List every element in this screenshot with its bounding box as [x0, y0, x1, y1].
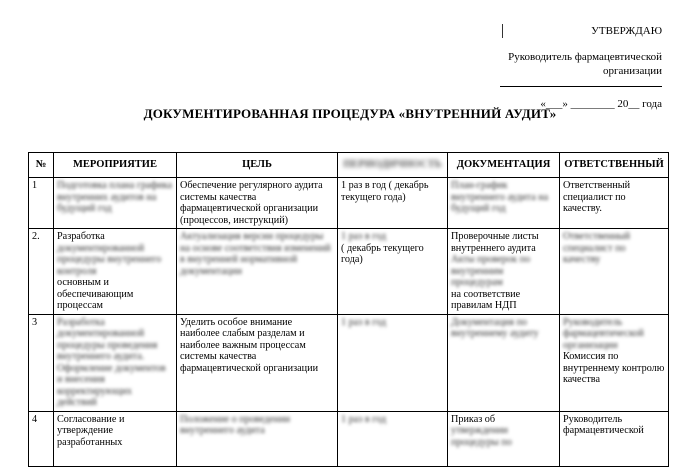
- row-docs: План-график внутреннего аудита на будущий год: [448, 178, 560, 229]
- row-event: Разработка документированной процедуры внутреннего контроля основным и обеспечивающим процессам: [54, 229, 177, 315]
- row-event: Согласование и утверждение разработанных: [54, 411, 177, 466]
- approve-label: УТВЕРЖДАЮ: [591, 25, 662, 37]
- header-docs: ДОКУМЕНТАЦИЯ: [448, 153, 560, 178]
- signature-line: [500, 86, 662, 87]
- row-num: 1: [29, 178, 54, 229]
- header-num: №: [29, 153, 54, 178]
- table-row: [29, 178, 669, 229]
- row-period: 1 раз в год: [338, 411, 448, 466]
- row-resp: Ответственный специалист по качеству.: [560, 178, 669, 229]
- row-num: 4: [29, 411, 54, 466]
- row-period: 1 раз в год ( декабрь текущего года): [338, 178, 448, 229]
- row-resp: Ответственный специалист по качеству: [560, 229, 669, 315]
- table-row: [29, 411, 669, 466]
- header-goal: ЦЕЛЬ: [177, 153, 338, 178]
- approver-position: Руководитель фармацевтической организации: [508, 51, 662, 77]
- header-event: МЕРОПРИЯТИЕ: [54, 153, 177, 178]
- row-period: 1 раз в год ( декабрь текущего года): [338, 229, 448, 315]
- row-event: Подготовка плана графика внутренних аудитов на будущий год: [54, 178, 177, 229]
- document-title: ДОКУМЕНТИРОВАННАЯ ПРОЦЕДУРА «ВНУТРЕННИЙ АУДИТ»: [143, 106, 557, 121]
- row-event: Разработка документированной процедуры проведения внутреннего аудита. Оформление документов и внесения корректирующих действий: [54, 314, 177, 411]
- row-docs: Документация по внутреннему аудиту: [448, 314, 560, 411]
- row-goal: Уделить особое внимание наиболее слабым разделам и наиболее важным процессам системы качества фармацевтической организации: [177, 314, 338, 411]
- approval-date: «___» ________ 20__ года: [540, 98, 662, 110]
- row-goal: Положение о проведении внутреннего аудита: [177, 411, 338, 466]
- cursor-bar: [502, 24, 503, 38]
- approval-block: [460, 24, 670, 111]
- table-header-row: [29, 153, 669, 178]
- row-num: 3: [29, 314, 54, 411]
- header-resp: ОТВЕТСТВЕННЫЙ: [560, 153, 669, 178]
- row-num: 2.: [29, 229, 54, 315]
- table-row: [29, 314, 669, 411]
- table-row: [29, 229, 669, 315]
- row-docs: Приказ об утверждении процедуры по: [448, 411, 560, 466]
- row-period: 1 раз в год: [338, 314, 448, 411]
- row-docs: Проверочные листы внутреннего аудита Акты проверок по внутренним процедурам на соответствие правилам НДП: [448, 229, 560, 315]
- row-goal: Актуализация версии процедуры на основе соответствия изменений в внутренней нормативной документации: [177, 229, 338, 315]
- row-resp: Руководитель фармацевтической организации Комиссия по внутреннему контролю качества: [560, 314, 669, 411]
- row-resp: Руководитель фармацевтической: [560, 411, 669, 466]
- audit-table: [28, 152, 669, 467]
- header-period: ПЕРИОДИЧНОСТЬ: [338, 153, 448, 178]
- row-goal: Обеспечение регулярного аудита системы качества фармацевтической организации (процессов, инструкций): [177, 178, 338, 229]
